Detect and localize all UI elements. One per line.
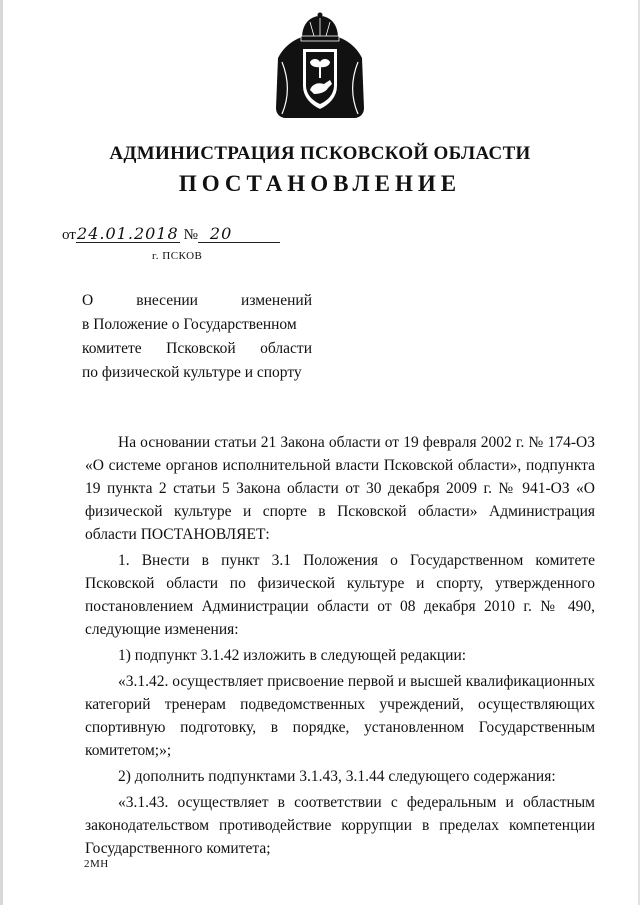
title-word: Псковской: [166, 340, 236, 357]
handwritten-date: 24.01.2018: [77, 224, 179, 243]
number-prefix: №: [183, 227, 198, 243]
pskov-coat-of-arms-icon: [272, 12, 368, 124]
title-line-3: [82, 337, 312, 361]
organization-name: АДМИНИСТРАЦИЯ ПСКОВСКОЙ ОБЛАСТИ: [109, 143, 531, 164]
title-word: комитете: [82, 340, 142, 357]
document-title: [82, 289, 312, 385]
body-paragraph: «3.1.42. осуществляет присвоение первой и высшей квалификационных категорий тренерам подведомственных учреждений, осуществляющих спортивную подготовку, в порядке, установленном Государственным комитетом;»;: [85, 673, 595, 759]
document-type: ПОСТАНОВЛЕНИЕ: [178, 171, 462, 196]
title-line-4: по физической культуре и спорту: [82, 364, 302, 381]
date-prefix: от: [62, 227, 76, 243]
body-paragraph: 2) дополнить подпунктами 3.1.43, 3.1.44 следующего содержания:: [118, 768, 556, 785]
title-word: изменений: [241, 292, 312, 309]
title-word: внесении: [136, 292, 198, 309]
title-word: области: [260, 340, 312, 357]
title-line-1: [82, 289, 312, 313]
body-paragraph: 1) подпункт 3.1.42 изложить в следующей редакции:: [118, 647, 467, 664]
body-paragraph: «3.1.43. осуществляет в соответствии с федеральным и областным законодательством противодействие коррупции в пределах компетенции Государственного комитета;: [85, 794, 595, 857]
registration-line: [62, 226, 280, 244]
city-label: г. ПСКОВ: [152, 250, 203, 262]
title-line-2: в Положение о Государственном: [82, 316, 297, 333]
title-word: О: [82, 292, 94, 309]
handwritten-number: 20: [198, 226, 280, 243]
scan-edge-left: [0, 0, 3, 905]
footer-code: 2МН: [84, 858, 109, 870]
body-paragraph: На основании статьи 21 Закона области от 19 февраля 2002 г. № 174-ОЗ «О системе органов исполнительной власти Псковской области», подпункта 19 пункта 2 статьи 5 Закона области от 30 декабря 2009 г. № 941-ОЗ «О физической культуре и спорте в Псковской области» Администрация области ПОСТАНОВЛЯЕТ:: [85, 434, 595, 543]
document-body: [85, 431, 595, 860]
body-paragraph: 1. Внести в пункт 3.1 Положения о Государственном комитете Псковской области по физической культуре и спорту, утвержденного постановлением Администрации области от 08 декабря 2010 г. № 490, следующие изменения:: [85, 552, 595, 638]
